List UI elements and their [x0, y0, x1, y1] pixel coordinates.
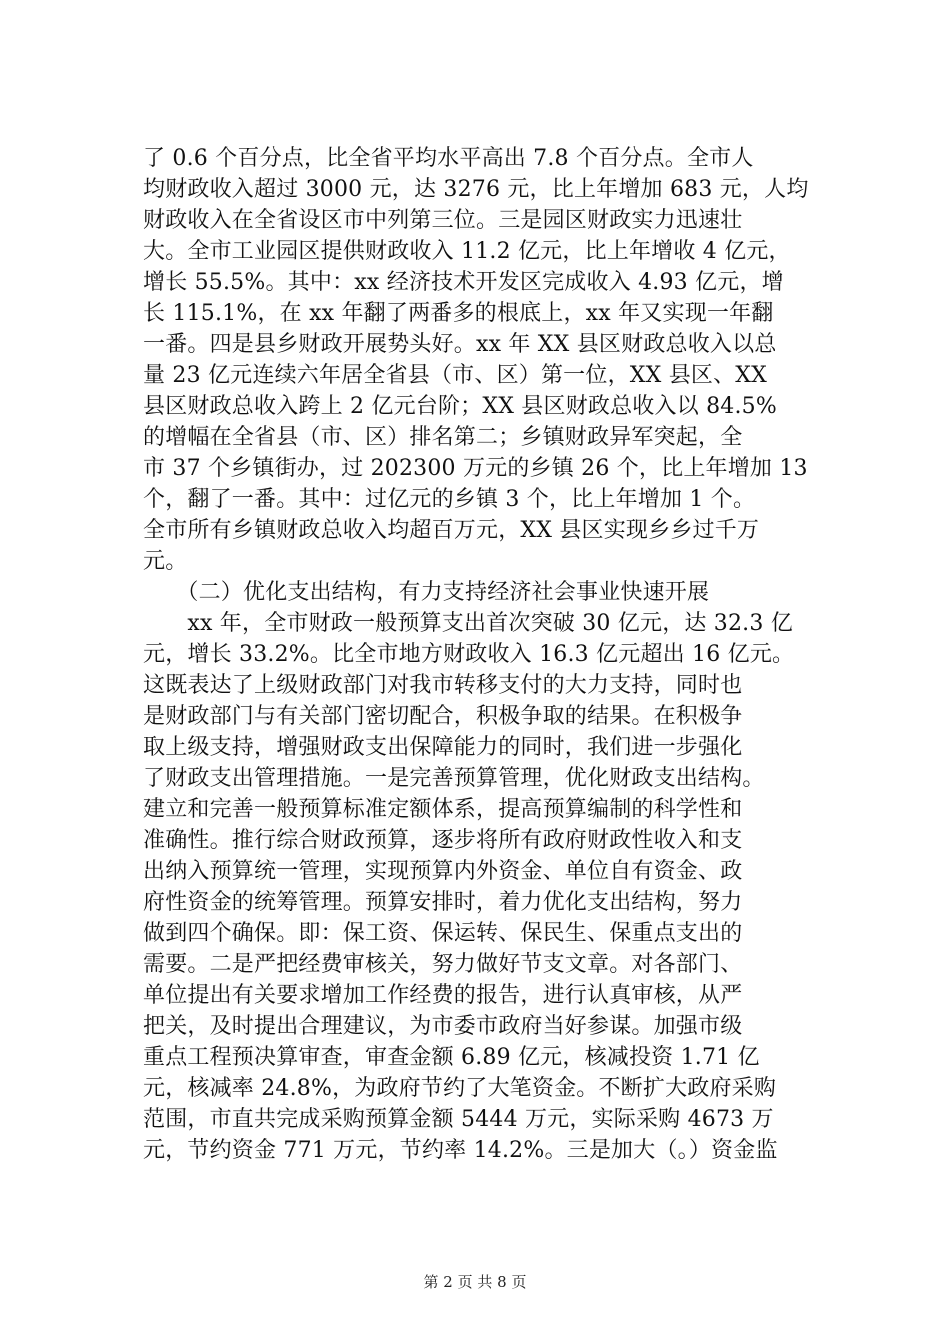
page-number-footer: 第 2 页 共 8 页: [423, 1273, 527, 1291]
text-line: 做到四个确保。即：保工资、保运转、保民生、保重点支出的: [143, 921, 743, 946]
text-line: 这既表达了上级财政部门对我市转移支付的大力支持，同时也: [143, 673, 743, 698]
text-line: 增长 55.5%。其中：xx 经济技术开发区完成收入 4.93 亿元，增: [143, 270, 784, 295]
text-line: 单位提出有关要求增加工作经费的报告，进行认真审核，从严: [143, 983, 743, 1008]
text-line: 长 115.1%，在 xx 年翻了两番多的根底上，xx 年又实现一年翻: [143, 301, 774, 326]
section-heading: （二）优化支出结构，有力支持经济社会事业快速开展: [143, 580, 710, 605]
text-line: 准确性。推行综合财政预算，逐步将所有政府财政性收入和支: [143, 828, 743, 853]
text-line: 出纳入预算统一管理，实现预算内外资金、单位自有资金、政: [143, 859, 743, 884]
text-line: xx 年，全市财政一般预算支出首次突破 30 亿元，达 32.3 亿: [143, 611, 793, 636]
text-line: 把关，及时提出合理建议，为市委市政府当好参谋。加强市级: [143, 1014, 743, 1039]
text-line: 一番。四是县乡财政开展势头好。xx 年 XX 县区财政总收入以总: [143, 332, 777, 357]
text-line: 重点工程预决算审查，审查金额 6.89 亿元，核减投资 1.71 亿: [143, 1045, 760, 1070]
document-body: [143, 143, 843, 1166]
text-line: 范围，市直共完成采购预算金额 5444 万元，实际采购 4673 万: [143, 1107, 774, 1132]
text-line: 了财政支出管理措施。一是完善预算管理，优化财政支出结构。: [143, 766, 765, 791]
text-line: 取上级支持，增强财政支出保障能力的同时，我们进一步强化: [143, 735, 743, 760]
text-line: 是财政部门与有关部门密切配合，积极争取的结果。在积极争: [143, 704, 743, 729]
text-line: 需要。二是严把经费审核关，努力做好节支文章。对各部门、: [143, 952, 743, 977]
text-line: 的增幅在全省县（市、区）排名第二；乡镇财政异军突起，全: [143, 425, 743, 450]
text-line: 量 23 亿元连续六年居全省县（市、区）第一位，XX 县区、XX: [143, 363, 768, 388]
text-line: 均财政收入超过 3000 元，达 3276 元，比上年增加 683 元，人均: [143, 177, 809, 202]
text-line: 府性资金的统筹管理。预算安排时，着力优化支出结构，努力: [143, 890, 743, 915]
text-line: 市 37 个乡镇街办，过 202300 万元的乡镇 26 个，比上年增加 13: [143, 456, 808, 481]
text-line: 建立和完善一般预算标准定额体系，提高预算编制的科学性和: [143, 797, 743, 822]
text-line: 大。全市工业园区提供财政收入 11.2 亿元，比上年增收 4 亿元，: [143, 239, 791, 264]
text-line: 了 0.6 个百分点，比全省平均水平高出 7.8 个百分点。全市人: [143, 146, 754, 171]
text-line: 元，节约资金 771 万元，节约率 14.2%。三是加大（。）资金监: [143, 1138, 778, 1163]
text-line: 元。: [143, 549, 188, 574]
text-line: 元，核减率 24.8%，为政府节约了大笔资金。不断扩大政府采购: [143, 1076, 777, 1101]
text-line: 财政收入在全省设区市中列第三位。三是园区财政实力迅速壮: [143, 208, 743, 233]
text-line: 全市所有乡镇财政总收入均超百万元，XX 县区实现乡乡过千万: [143, 518, 760, 543]
text-line: 元，增长 33.2%。比全市地方财政收入 16.3 亿元超出 16 亿元。: [143, 642, 795, 667]
text-line: 个，翻了一番。其中：过亿元的乡镇 3 个，比上年增加 1 个。: [143, 487, 756, 512]
text-line: 县区财政总收入跨上 2 亿元台阶；XX 县区财政总收入以 84.5%: [143, 394, 777, 419]
